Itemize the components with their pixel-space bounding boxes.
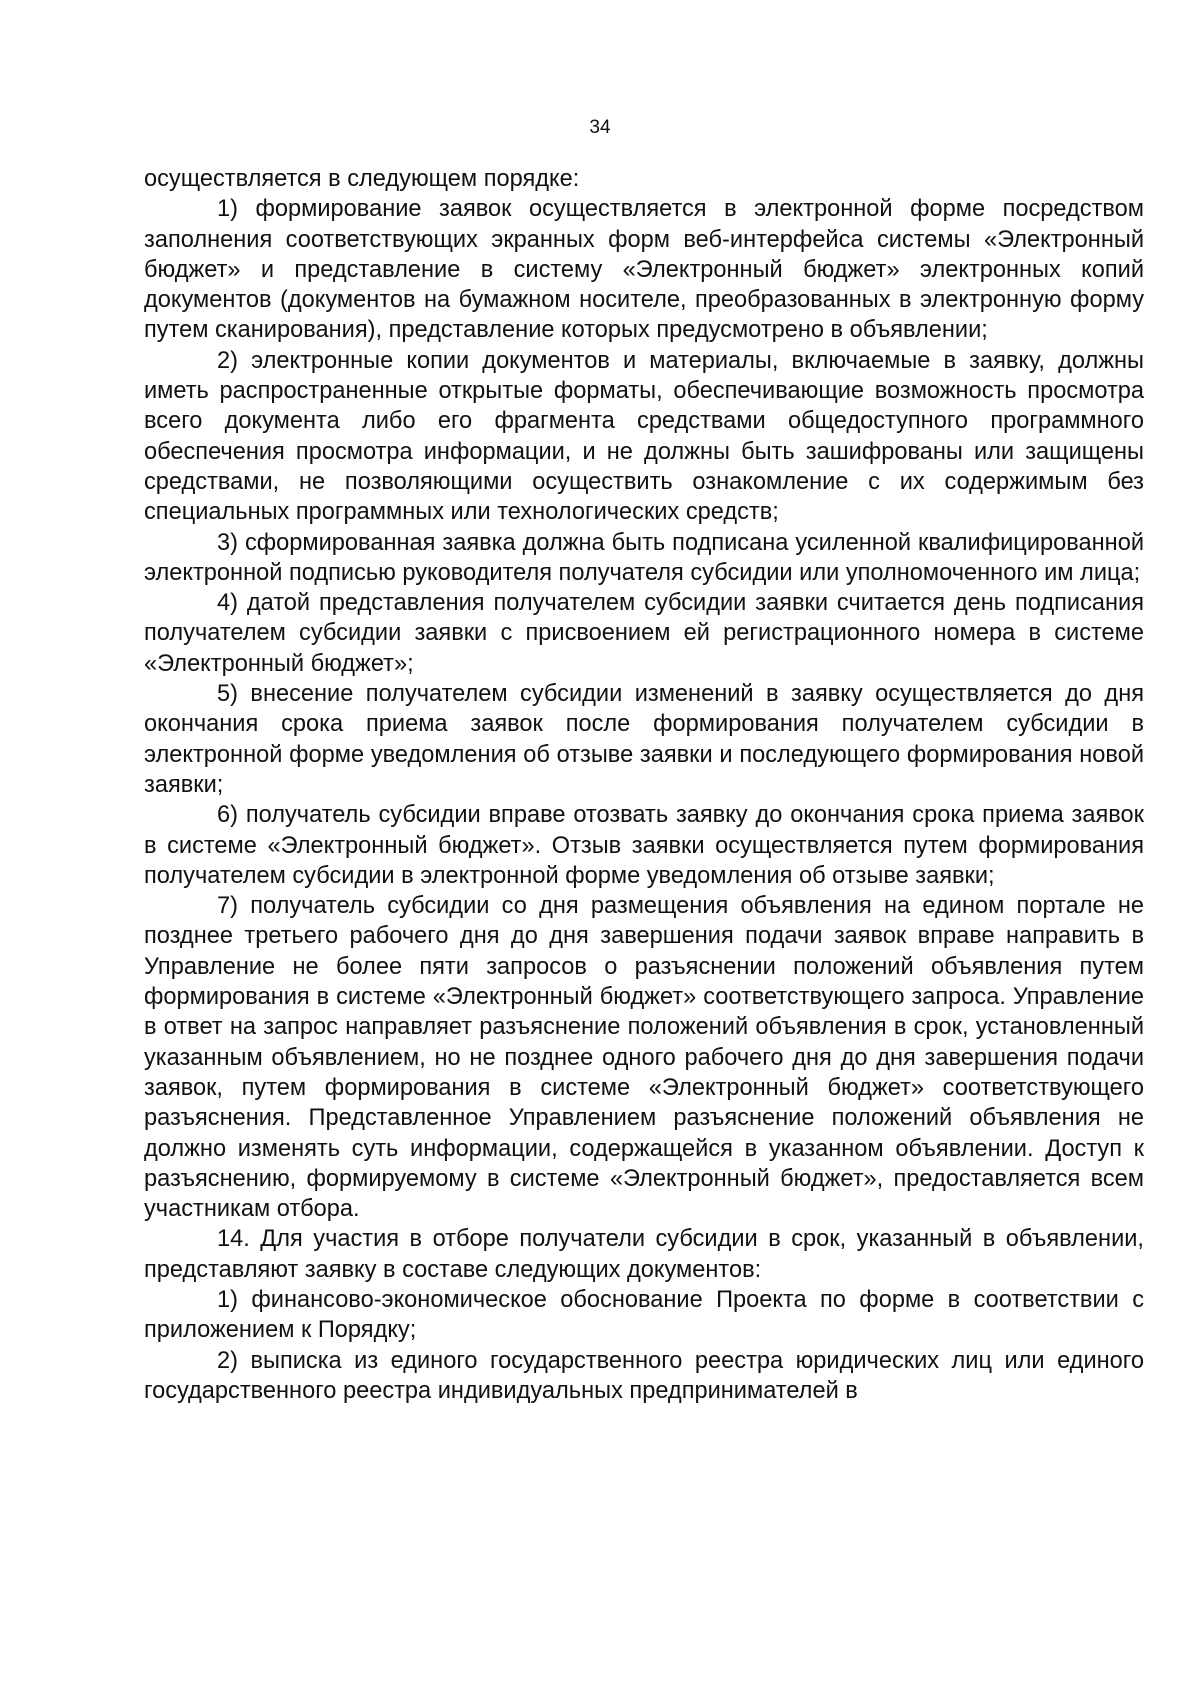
- paragraph-item-6: 6) получатель субсидии вправе отозвать заявку до окончания срока приема заявок в системе «Электронный бюджет». Отзыв заявки осуществляется путем формирования получателем субсидии в электронной форме уведомления об отзыве заявки;: [144, 802, 1144, 889]
- paragraph-item-2: 2) электронные копии документов и материалы, включаемые в заявку, должны иметь распространенные открытые форматы, обеспечивающие возможность просмотра всего документа либо его фрагмента средствами общедоступного программного обеспечения просмотра информации, и не должны быть зашифрованы или защищены средствами, не позволяющими осуществить ознакомление с их содержимым без специальных программных или технологических средств;: [144, 347, 1144, 526]
- paragraph-clause-14-item-1: 1) финансово-экономическое обоснование Проекта по форме в соответствии с приложением к Порядку;: [144, 1286, 1144, 1344]
- page-number: 34: [589, 117, 611, 138]
- paragraph-item-4: 4) датой представления получателем субсидии заявки считается день подписания получателем субсидии заявки с присвоением ей регистрационного номера в системе «Электронный бюджет»;: [144, 590, 1144, 677]
- paragraph-clause-14: 14. Для участия в отборе получатели субсидии в срок, указанный в объявлении, представляют заявку в составе следующих документов:: [144, 1226, 1144, 1283]
- document-body: [144, 164, 1144, 1406]
- paragraph-item-7: 7) получатель субсидии со дня размещения объявления на едином портале не позднее третьего рабочего дня до дня завершения подачи заявок вправе направить в Управление не более пяти запросов о разъяснении положений объявления путем формирования в системе «Электронный бюджет» соответствующего запроса. Управление в ответ на запрос направляет разъяснение положений объявления в срок, установленный указанным объявлением, но не позднее одного рабочего дня до дня завершения подачи заявок, путем формирования в системе «Электронный бюджет» соответствующего разъяснения. Представленное Управлением разъяснение положений объявления не должно изменять суть информации, содержащейся в указанном объявлении. Доступ к разъяснению, формируемому в системе «Электронный бюджет», предоставляется всем участникам отбора.: [144, 893, 1144, 1223]
- paragraph-continuation: осуществляется в следующем порядке:: [144, 166, 580, 192]
- paragraph-clause-14-item-2: 2) выписка из единого государственного реестра юридических лиц или единого государственного реестра индивидуальных предпринимателей в: [144, 1347, 1144, 1404]
- paragraph-item-3: 3) сформированная заявка должна быть подписана усиленной квалифицированной электронной подписью руководителя получателя субсидии или уполномоченного им лица;: [144, 529, 1144, 586]
- paragraph-item-5: 5) внесение получателем субсидии изменений в заявку осуществляется до дня окончания срока приема заявок после формирования получателем субсидии в электронной форме уведомления об отзыве заявки и последующего формирования новой заявки;: [144, 681, 1144, 798]
- paragraph-item-1: 1) формирование заявок осуществляется в электронной форме посредством заполнения соответствующих экранных форм веб-интерфейса системы «Электронный бюджет» и представление в систему «Электронный бюджет» электронных копий документов (документов на бумажном носителе, преобразованных в электронную форму путем сканирования), представление которых предусмотрено в объявлении;: [144, 196, 1144, 344]
